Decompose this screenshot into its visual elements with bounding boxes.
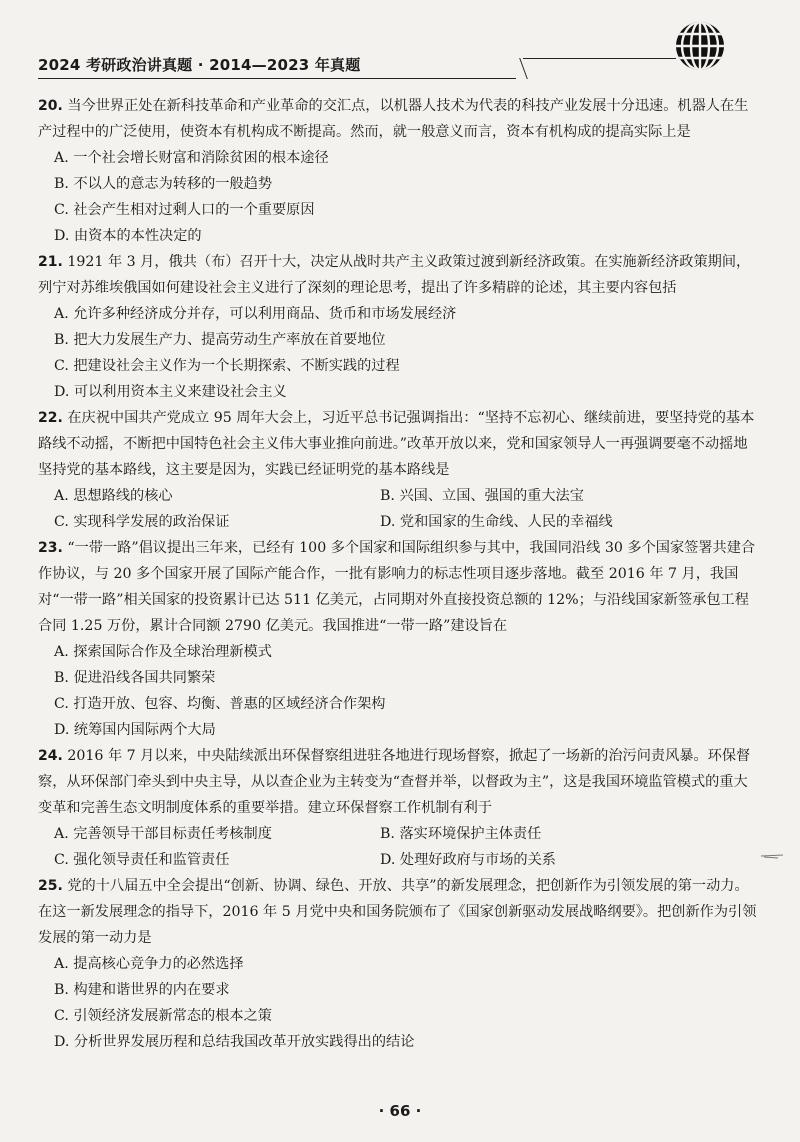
option-a: A. 允许多种经济成分并存，可以利用商品、货币和市场发展经济: [54, 306, 457, 322]
option-b: B. 落实环境保护主体责任: [380, 826, 542, 842]
question-20: [38, 93, 758, 249]
question-stem: [38, 535, 758, 639]
page-number: · 66 ·: [378, 1102, 422, 1120]
question-stem: [38, 249, 758, 301]
question-text: 在庆祝中国共产党成立 95 周年大会上，习近平总书记强调指出：“坚持不忘初心、继续前进，要坚持党的基本路线不动摇，不断把中国特色社会主义伟大事业推向前进。”改革开放以来，党和国家领导人一再强调要毫不动摇地坚持党的基本路线，这主要是因为，实践已经证明党的基本路线是: [38, 410, 755, 478]
option-c: C. 把建设社会主义作为一个长期探索、不断实践的过程: [54, 358, 400, 374]
option-d: D. 由资本的本性决定的: [54, 228, 202, 244]
question-text: 2016 年 7 月以来，中央陆续派出环保督察组进驻各地进行现场督察，掀起了一场新的治污问责风暴。环保督察，从环保部门牵头到中央主导，从以查企业为主转变为“查督并举，以督政为主”，这是我国环境监管模式的重大变革和完善生态文明制度体系的重要举措。建立环保督察工作机制有利于: [38, 748, 751, 816]
option-d: D. 党和国家的生命线、人民的幸福线: [380, 514, 613, 530]
question-22: [38, 405, 758, 535]
option-a: A. 完善领导干部目标责任考核制度: [54, 826, 272, 842]
question-number: 21.: [38, 254, 63, 270]
option-d: D. 分析世界发展历程和总结我国改革开放实践得出的结论: [54, 1034, 415, 1050]
question-number: 22.: [38, 410, 63, 426]
question-number: 23.: [38, 540, 63, 556]
option-c: C. 强化领导责任和监管责任: [54, 852, 230, 868]
question-text: 1921 年 3 月，俄共（布）召开十大，决定从战时共产主义政策过渡到新经济政策。在实施新经济政策期间，列宁对苏维埃俄国如何建设社会主义进行了深刻的理论思考，提出了许多精辟的论述，其主要内容包括: [38, 254, 751, 296]
question-25: [38, 873, 758, 1055]
globe-icon: [674, 20, 726, 72]
question-stem: [38, 873, 758, 951]
question-21: [38, 249, 758, 405]
question-stem: [38, 405, 758, 483]
option-c: C. 实现科学发展的政治保证: [54, 514, 230, 530]
option-b: B. 把大力发展生产力、提高劳动生产率放在首要地位: [54, 332, 386, 348]
header-rule: [38, 78, 516, 79]
option-a: A. 思想路线的核心: [54, 488, 173, 504]
option-c: C. 社会产生相对过剩人口的一个重要原因: [54, 202, 315, 218]
option-d: D. 统筹国内国际两个大局: [54, 722, 216, 738]
question-number: 20.: [38, 98, 63, 114]
option-b: B. 不以人的意志为转移的一般趋势: [54, 176, 273, 192]
question-text: 当今世界正处在新科技革命和产业革命的交汇点，以机器人技术为代表的科技产业发展十分迅速。机器人在生产过程中的广泛使用，使资本有机构成不断提高。然而，就一般意义而言，资本有机构成的提高实际上是: [38, 98, 749, 140]
option-b: B. 兴国、立国、强国的重大法宝: [380, 488, 584, 504]
question-24: [38, 743, 758, 873]
question-23: [38, 535, 758, 743]
option-d: D. 可以利用资本主义来建设社会主义: [54, 384, 287, 400]
header-rule-slant: [505, 58, 528, 79]
question-number: 25.: [38, 878, 63, 894]
question-stem: [38, 93, 758, 145]
option-b: B. 构建和谐世界的内在要求: [54, 982, 230, 998]
header-rule-upper: [523, 58, 676, 59]
question-text: 党的十八届五中全会提出“创新、协调、绿色、开放、共享”的新发展理念，把创新作为引领发展的第一动力。在这一新发展理念的指导下，2016 年 5 月党中央和国务院颁布了《国家创新驱动发展战略纲要》。把创新作为引领发展的第一动力是: [38, 878, 757, 946]
question-text: “一带一路”倡议提出三年来，已经有 100 多个国家和国际组织参与其中，我国同沿线 30 多个国家签署共建合作协议，与 20 多个国家开展了国际产能合作，一批有影响力的标志性项目逐步落地。截至 2016 年 7 月，我国对“一带一路”相关国家的投资累计已达 511 亿美元，占同期对外直接投资总额的 12%；与沿线国家新签承包工程合同 1.25 万份，累计合同额 2790 亿美元。我国推进“一带一路”建设旨在: [38, 540, 756, 634]
question-stem: [38, 743, 758, 821]
option-d: D. 处理好政府与市场的关系: [380, 852, 556, 868]
option-a: A. 提高核心竞争力的必然选择: [54, 956, 244, 972]
option-a: A. 探索国际合作及全球治理新模式: [54, 644, 272, 660]
running-header: 2024 考研政治讲真题 · 2014—2023 年真题: [38, 56, 361, 74]
option-c: C. 引领经济发展新常态的根本之策: [54, 1008, 272, 1024]
option-b: B. 促进沿线各国共同繁荣: [54, 670, 216, 686]
option-a: A. 一个社会增长财富和消除贫困的根本途径: [54, 150, 329, 166]
question-list: [38, 93, 758, 1055]
question-number: 24.: [38, 748, 63, 764]
option-c: C. 打造开放、包容、均衡、普惠的区域经济合作架构: [54, 696, 386, 712]
pen-mark: [760, 853, 784, 859]
